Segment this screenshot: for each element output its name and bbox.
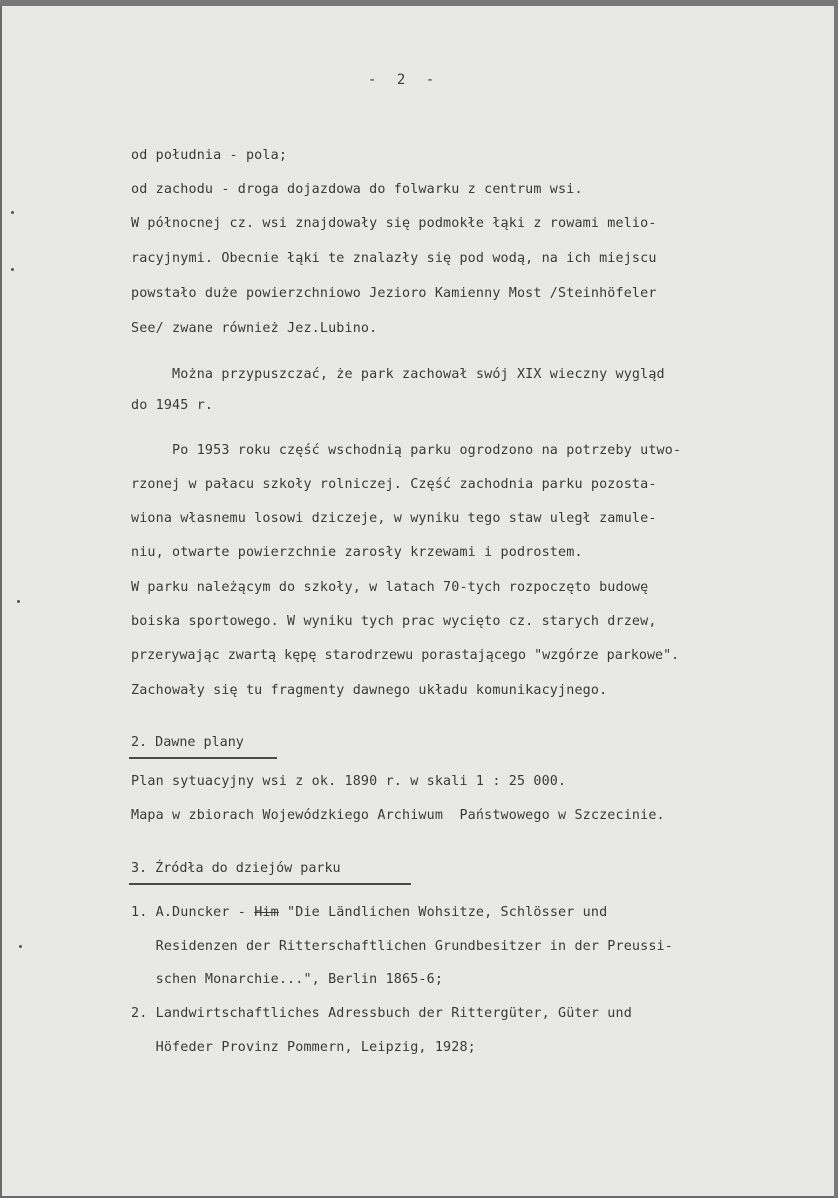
- text-line: Zachowały się tu fragmenty dawnego układu komunikacyjnego.: [131, 683, 608, 698]
- text-line: rzonej w pałacu szkoły rolniczej. Część zachodnia parku pozosta-: [131, 477, 657, 492]
- text-line: boiska sportowego. W wyniku tych prac wycięto cz. starych drzew,: [131, 614, 657, 629]
- text-line: wiona własnemu losowi dziczeje, w wyniku tego staw uległ zamule-: [131, 511, 657, 526]
- scan-speck: [19, 945, 22, 948]
- text-line: Plan sytuacyjny wsi z ok. 1890 r. w skali 1 : 25 000.: [131, 774, 567, 789]
- text-line: racyjnymi. Obecnie łąki te znalazły się pod wodą, na ich miejscu: [131, 251, 657, 266]
- text-line: Można przypuszczać, że park zachował swój XIX wieczny wygląd: [131, 367, 665, 382]
- text-line: W północnej cz. wsi znajdowały się podmokłe łąki z rowami melio-: [131, 216, 657, 231]
- text-line: Residenzen der Ritterschaftlichen Grundbesitzer in der Preussi-: [131, 939, 673, 954]
- list-item: 2. Landwirtschaftliches Adressbuch der Rittergüter, Güter und: [131, 1006, 632, 1021]
- scan-speck: [11, 268, 14, 271]
- section-heading: 3. Źródła do dziejów parku: [131, 861, 341, 876]
- text-line: schen Monarchie...", Berlin 1865-6;: [131, 972, 444, 987]
- heading-underline: [129, 757, 277, 759]
- text-line: Mapa w zbiorach Wojewódzkiego Archiwum Państwowego w Szczecinie.: [131, 808, 665, 823]
- text-line: od południa - pola;: [131, 148, 288, 163]
- text-line: niu, otwarte powierzchnie zarosły krzewami i podrostem.: [131, 545, 583, 560]
- scan-speck: [11, 211, 14, 214]
- text-line: powstało duże powierzchniowo Jezioro Kamienny Most /Steinhöfeler: [131, 286, 657, 301]
- text-line: Höfeder Provinz Pommern, Leipzig, 1928;: [131, 1040, 476, 1055]
- scan-edge-right: [834, 0, 838, 1198]
- list-item-text: "Die Ländlichen Wohsitze, Schlösser und: [278, 905, 608, 920]
- section-heading: 2. Dawne plany: [131, 735, 244, 750]
- list-item: [131, 905, 607, 921]
- scan-edge-top: [0, 0, 838, 6]
- struck-text: Him: [254, 905, 279, 920]
- text-line: przerywając zwartą kępę starodrzewu porastającego "wzgórze parkowe".: [131, 648, 680, 663]
- text-line: od zachodu - droga dojazdowa do folwarku z centrum wsi.: [131, 182, 583, 197]
- scan-speck: [17, 600, 20, 603]
- list-item-prefix: 1. A.Duncker -: [131, 905, 255, 920]
- text-line: See/ zwane również Jez.Lubino.: [131, 321, 378, 336]
- text-line: W parku należącym do szkoły, w latach 70-tych rozpoczęto budowę: [131, 580, 649, 595]
- heading-underline: [129, 883, 411, 885]
- text-line: do 1945 r.: [131, 398, 214, 413]
- text-line: Po 1953 roku część wschodnią parku ogrodzono na potrzeby utwo-: [131, 443, 682, 458]
- page-number: - 2 -: [368, 72, 441, 88]
